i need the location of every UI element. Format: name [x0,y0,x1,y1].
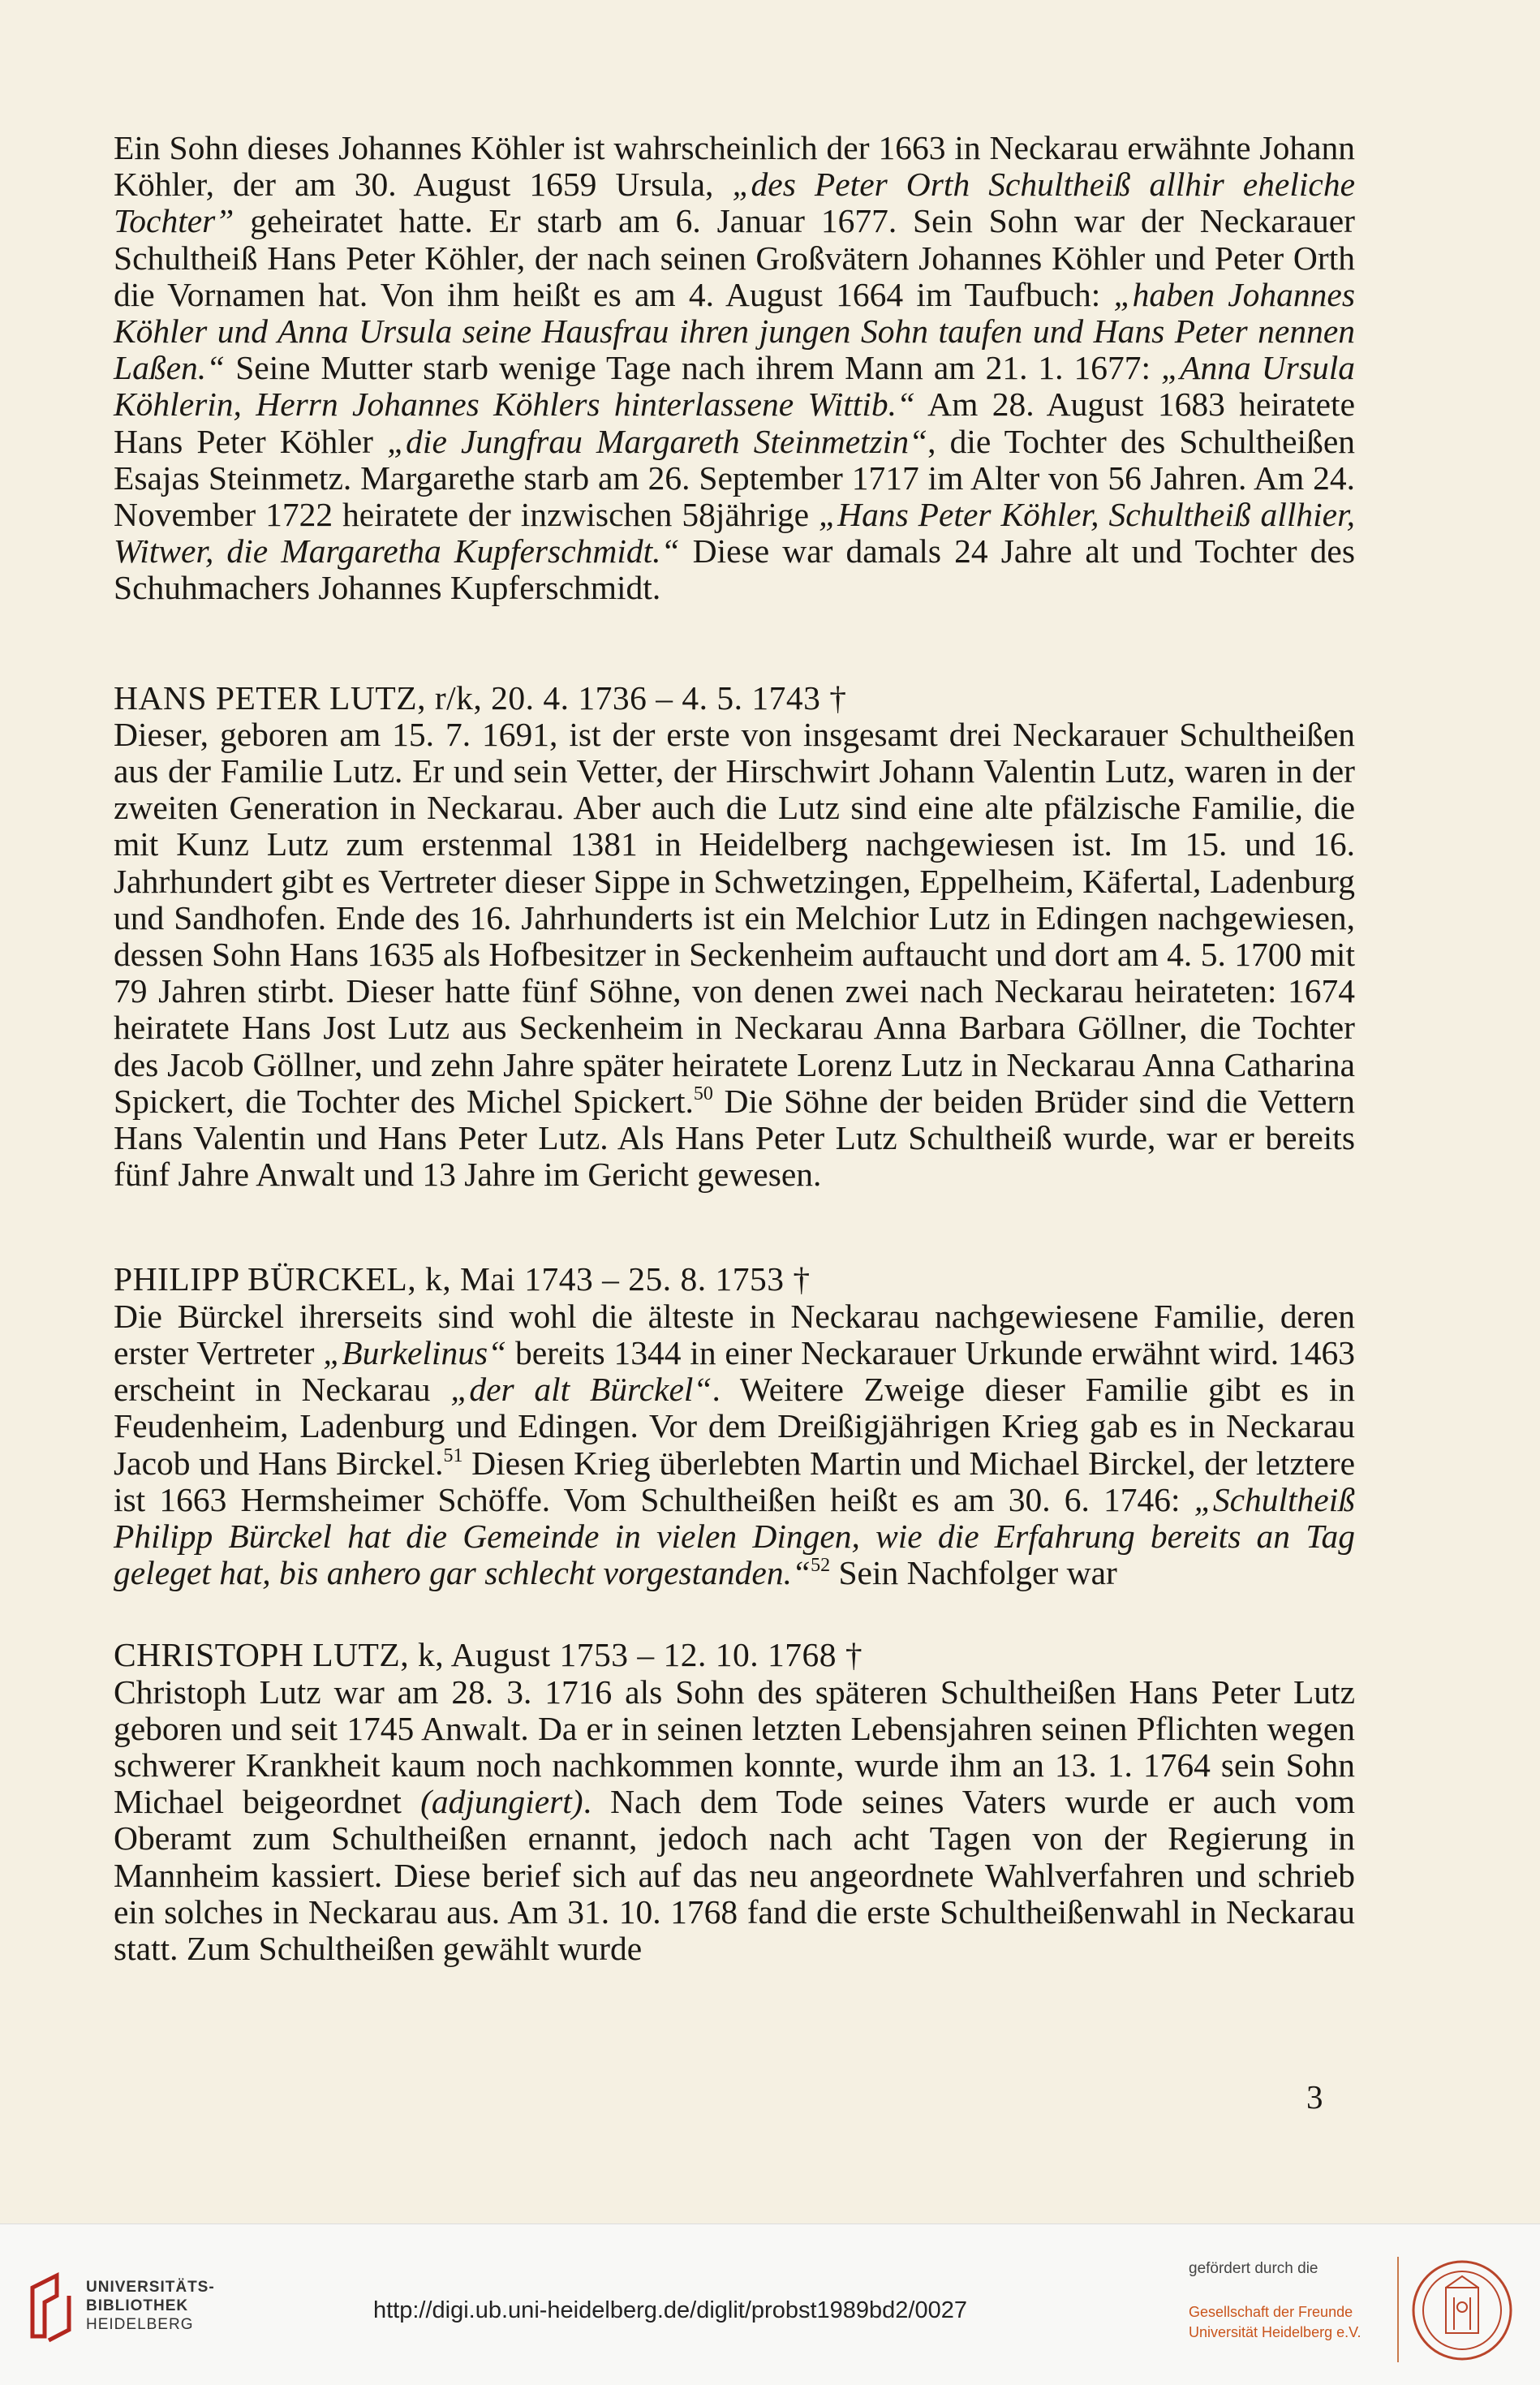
text-run: Dieser, geboren am 15. 7. 1691, ist der erste von insgesamt drei Neckarauer Schultheißen aus der Familie Lutz. Er und sein Vetter, der Hirschwirt Johann Valentin Lutz, waren in der zweiten Generation in Neckarau. Aber auch die Lutz sind eine alte pfälzische Familie, die mit Kunz Lutz zum erstenmal 1381 in Heidelberg nachgewiesen ist. Im 15. und 16. Jahrhundert gibt es Vertreter dieser Sippe in Schwetzingen, Eppelheim, Käfertal, Ladenburg und Sandhofen. Ende des 16. Jahrhunderts ist ein Melchior Lutz in Edingen nachgewiesen, dessen Sohn Hans 1635 als Hofbesitzer in Seckenheim auftaucht und dort am 4. 5. 1700 mit 79 Jahren stirbt. Dieser hatte fünf Söhne, von denen zwei nach Neckarau heirateten: 1674 heiratete Hans Jost Lutz aus Seckenheim in Neckarau Anna Barbara Göllner, die Tochter des Jacob Göllner, und zehn Jahre später heiratete Lorenz Lutz in Neckarau Anna Catharina Spickert, die Tochter des Michel Spickert. [114,715,1355,1120]
text-run: Sein Nachfolger war [830,1554,1117,1592]
italic-quote: „Burkelinus“ [323,1333,507,1371]
heading-christoph-lutz: CHRISTOPH LUTZ, k, August 1753 – 12. 10. 1768 † [114,1636,863,1674]
sponsor-line-2: Universität Heidelberg e.V. [1189,2324,1361,2340]
footnote-ref: 50 [693,1083,713,1104]
body-text [114,130,1355,1967]
text-run: Seine Mutter starb wenige Tage nach ihrem Mann am 21. 1. 1677: [225,349,1162,387]
text-run: Christoph Lutz war am 28. 3. 1716 als Sohn des späteren Schultheißen Hans Peter Lutz geboren und seit 1745 Anwalt. Da er in seinen letzten Lebensjahren seinen Pflichten wegen schwerer Krankheit kaum noch nachkommen konnte, wurde ihm an 13. 1. 1764 sein Sohn Michael beigeordnet [114,1673,1355,1821]
italic-quote: „des Peter Orth Schultheiß allhir eheliche Tochter” [114,166,1355,240]
footnote-ref: 51 [443,1444,463,1466]
paragraph-koehler [114,130,1355,607]
permalink-url[interactable]: http://digi.ub.uni-heidelberg.de/diglit/probst1989bd2/0027 [373,2297,967,2323]
paragraph-hans-peter-lutz [114,717,1355,1194]
italic-quote: „der alt Bürckel“ [450,1371,712,1409]
text-run: Diese war damals 24 Jahre alt und Tochter des Schuhmachers Johannes Kupferschmidt. [114,532,1356,607]
footer-bar [0,2224,1540,2385]
text-run: , die Tochter des Schultheißen Esajas Steinmetz. Margarethe starb am 26. September 1717 im Alter von 56 Jahren. Am 24. November 1722 heiratete der inzwischen 58jährige [114,422,1355,534]
italic-quote: „Hans Peter Köhler, Schultheiß allhier, Witwer, die Margaretha Kupferschmidt.“ [114,496,1355,570]
heading-philipp-buerckel: PHILIPP BÜRCKEL, k, Mai 1743 – 25. 8. 1753 † [114,1260,811,1298]
text-run: Diesen Krieg überlebten Martin und Michael Birckel, der letztere ist 1663 Hermsheimer Schöffe. Vom Schultheißen heißt es am 30. 6. 1746: [114,1444,1356,1518]
italic-quote: „Anna Ursula Köhlerin, Herrn Johannes Köhlers hinterlassene Wittib.“ [114,349,1356,424]
sponsor-line-1: Gesellschaft der Freunde [1189,2304,1353,2320]
library-name [86,2278,215,2334]
page-number: 3 [1306,2078,1323,2116]
text-run: geheiratet hatte. Er starb am 6. Januar 1677. Sein Sohn war der Neckarauer Schultheiß Hans Peter Köhler, der nach seinen Großvätern Johannes Köhler und Peter Orth die Vornamen hat. Von ihm heißt es am 4. August 1664 im Taufbuch: [114,202,1355,313]
university-seal-icon[interactable] [1410,2258,1514,2362]
footnote-ref: 52 [811,1555,831,1577]
paragraph-christoph-lutz [114,1674,1355,1968]
italic-quote: „haben Johannes Köhler und Anna Ursula seine Hausfrau ihren jungen Sohn taufen und Hans Peter nennen Laßen.“ [114,275,1355,387]
text-run: Die Bürckel ihrerseits sind wohl die älteste in Neckarau nachgewiesene Familie, deren erster Vertreter [114,1297,1355,1371]
text-run: . Nach dem Tode seines Vaters wurde er auch vom Oberamt zum Schultheißen ernannt, jedoch nach acht Tagen von der Regierung in Mannheim kassiert. Diese berief sich auf das neu angeordnete Wahlverfahren und schrieb ein solches in Neckarau aus. Am 31. 10. 1768 fand die erste Schultheißenwahl in Neckarau statt. Zum Schultheißen gewählt wurde [114,1783,1355,1967]
heading-hans-peter-lutz: HANS PETER LUTZ, r/k, 20. 4. 1736 – 4. 5. 1743 † [114,678,847,717]
paragraph-philipp-buerckel [114,1298,1355,1592]
sponsor-intro: gefördert durch die [1189,2260,1318,2277]
italic-quote: „Schultheiß Philipp Bürckel hat die Gemeinde in vielen Dingen, wie die Erfahrung bereits an Tag geleget hat, bis anhero gar schlecht vorgestanden.“ [114,1480,1355,1592]
text-run: . Weitere Zweige dieser Familie gibt es in Feudenheim, Ladenburg und Edingen. Vor dem Dreißigjährigen Krieg gab es in Neckarau Jacob und Hans Birckel. [114,1371,1355,1482]
ub-heidelberg-logo-icon[interactable] [24,2271,81,2344]
library-line-2: BIBLIOTHEK [86,2297,189,2314]
italic-quote: „die Jungfrau Margareth Steinmetzin“ [387,422,928,460]
sponsor-name[interactable] [1189,2302,1361,2343]
italic-quote: (adjungiert) [420,1783,583,1821]
text-run: bereits 1344 in einer Neckarauer Urkunde erwähnt wird. 1463 erscheint in Neckarau [114,1333,1355,1409]
footer-divider [1397,2257,1399,2362]
text-run: Ein Sohn dieses Johannes Köhler ist wahrscheinlich der 1663 in Neckarau erwähnte Johann Köhler, der am 30. August 1659 Ursula, [114,129,1355,204]
text-run: Die Söhne der beiden Brüder sind die Vettern Hans Valentin und Hans Peter Lutz. Als Hans Peter Lutz Schultheiß wurde, war er bereits fünf Jahre Anwalt und 13 Jahre im Gericht gewesen. [114,1082,1355,1194]
library-line-3: HEIDELBERG [86,2316,194,2333]
text-run: Am 28. August 1683 heiratete Hans Peter Köhler [114,385,1355,460]
library-line-1: UNIVERSITÄTS- [86,2279,215,2296]
